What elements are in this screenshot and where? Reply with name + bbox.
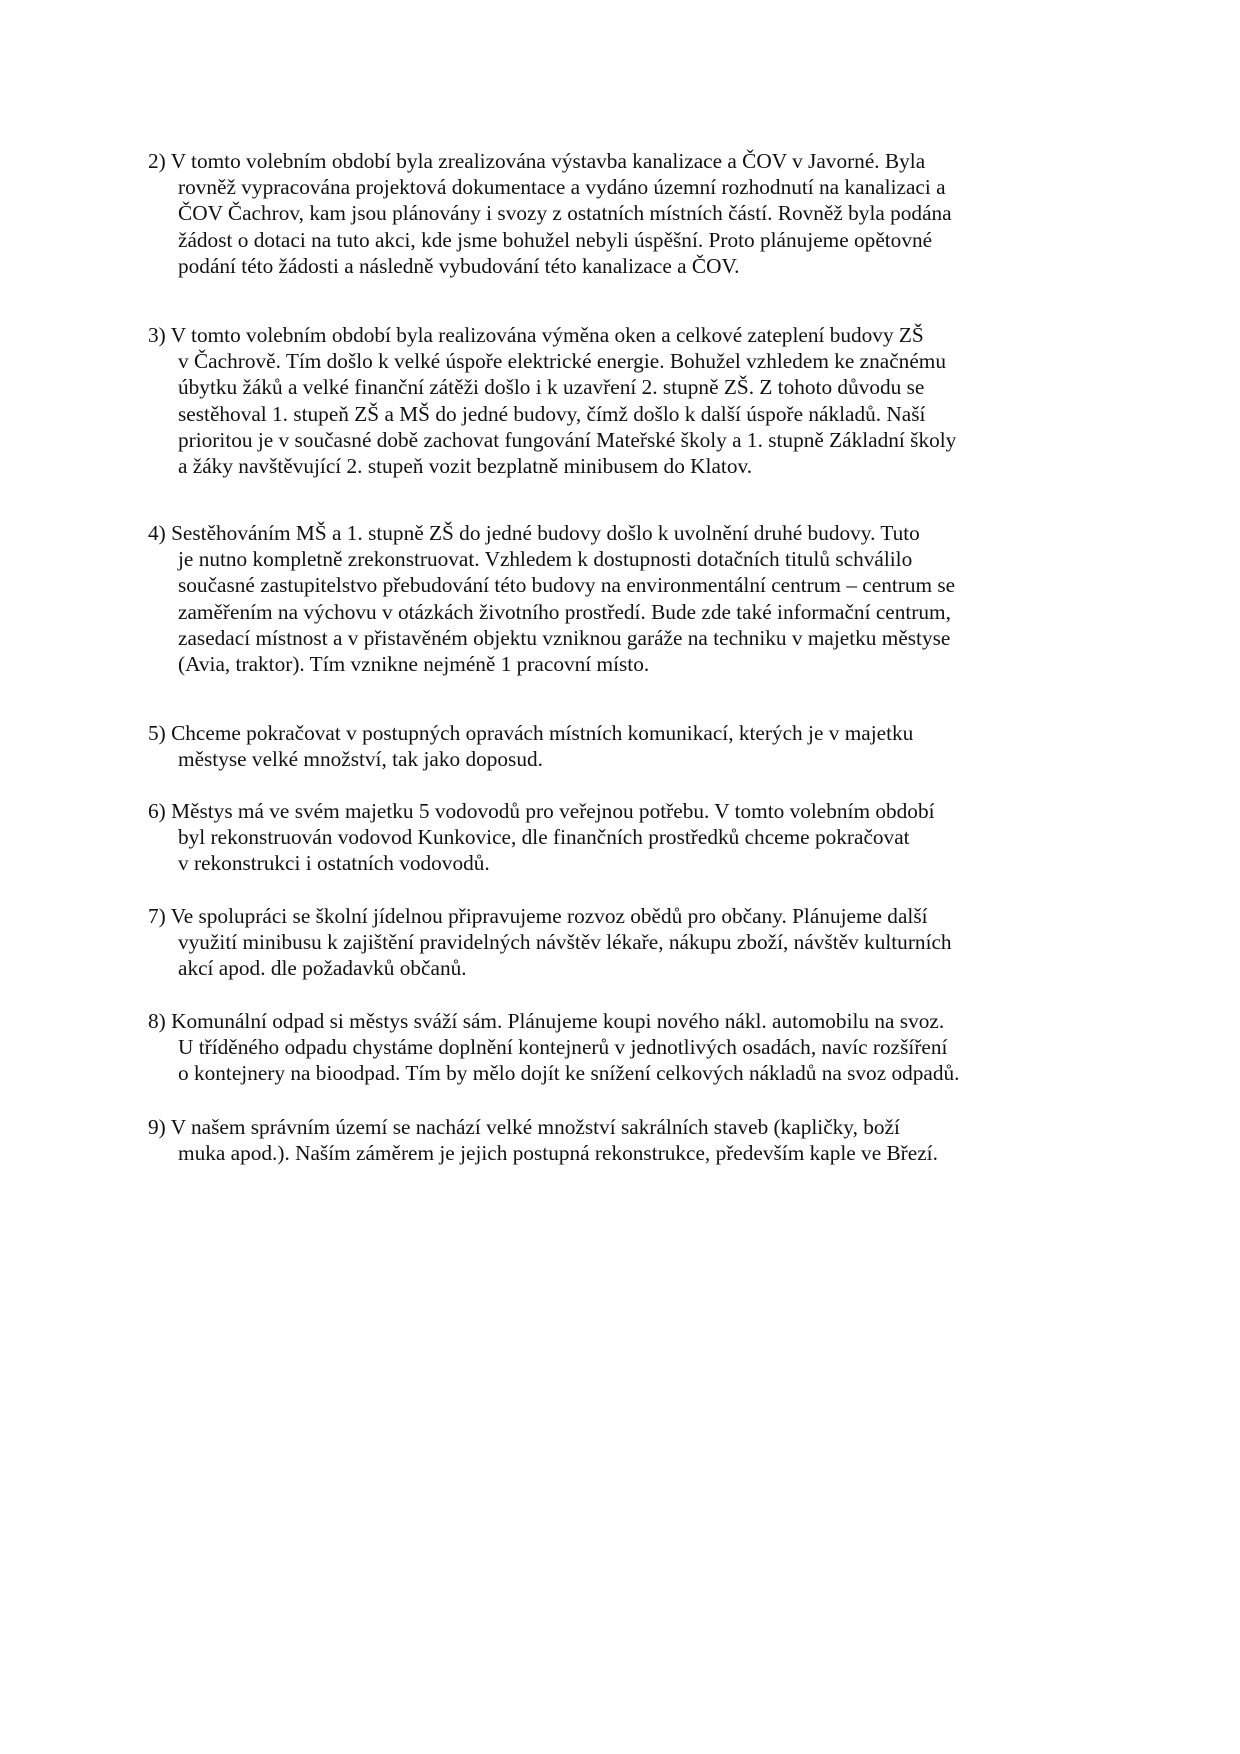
- item-line: 4) Sestěhováním MŠ a 1. stupně ZŠ do jedné budovy došlo k uvolnění druhé budovy. Tuto: [148, 521, 920, 545]
- item-line: v rekonstrukci i ostatních vodovodů.: [178, 851, 490, 876]
- item-line: zaměřením na výchovu v otázkách životního prostředí. Bude zde také informační centrum,: [178, 599, 951, 624]
- list-item-8: [148, 1008, 1108, 1087]
- item-line: 2) V tomto volebním období byla zrealizována výstavba kanalizace a ČOV v Javorné. Byla: [148, 149, 926, 173]
- item-line: úbytku žáků a velké finanční zátěži došlo i k uzavření 2. stupně ZŠ. Z tohoto důvodu se: [178, 375, 925, 400]
- item-line: 6) Městys má ve svém majetku 5 vodovodů pro veřejnou potřebu. V tomto volebním období: [148, 799, 935, 823]
- item-number: 9): [148, 1115, 166, 1139]
- item-line: je nutno kompletně zrekonstruovat. Vzhledem k dostupnosti dotačních titulů schválilo: [178, 547, 913, 572]
- list-item-9: [148, 1114, 1108, 1166]
- item-line: byl rekonstruován vodovod Kunkovice, dle finančních prostředků chceme pokračovat: [178, 825, 910, 850]
- item-number: 5): [148, 721, 166, 745]
- item-line: v Čachrově. Tím došlo k velké úspoře elektrické energie. Bohužel vzhledem ke značnému: [178, 349, 946, 374]
- item-line: současné zastupitelstvo přebudování této budovy na environmentální centrum – centrum se: [178, 573, 956, 598]
- item-line: 8) Komunální odpad si městys sváží sám. Plánujeme koupi nového nákl. automobilu na svoz.: [148, 1009, 945, 1033]
- item-line: žádost o dotaci na tuto akci, kde jsme bohužel nebyli úspěšní. Proto plánujeme opětovné: [178, 227, 933, 252]
- item-line: 5) Chceme pokračovat v postupných opravách místních komunikací, kterých je v majetku: [148, 721, 914, 745]
- item-line: sestěhoval 1. stupeň ZŠ a MŠ do jedné budovy, čímž došlo k další úspoře nákladů. Naší: [178, 401, 926, 426]
- item-line: zasedací místnost a v přistavěném objektu vzniknou garáže na techniku v majetku městyse: [178, 625, 951, 650]
- item-number: 3): [148, 323, 166, 347]
- item-line: 9) V našem správním území se nachází velké množství sakrálních staveb (kapličky, boží: [148, 1115, 900, 1139]
- item-number: 2): [148, 149, 166, 173]
- item-number: 6): [148, 799, 166, 823]
- item-line: rovněž vypracována projektová dokumentace a vydáno územní rozhodnutí na kanalizaci a: [178, 175, 946, 200]
- list-item-4: [148, 520, 1108, 677]
- list-item-7: [148, 903, 1108, 982]
- list-item-2: [148, 148, 1108, 279]
- item-number: 7): [148, 904, 166, 928]
- item-line: 3) V tomto volebním období byla realizována výměna oken a celkové zateplení budovy ZŠ: [148, 323, 924, 347]
- item-line: využití minibusu k zajištění pravidelných návštěv lékaře, nákupu zboží, návštěv kulturních: [178, 930, 952, 955]
- item-line: o kontejnery na bioodpad. Tím by mělo dojít ke snížení celkových nákladů na svoz odpadů.: [178, 1061, 960, 1086]
- item-line: a žáky navštěvující 2. stupeň vozit bezplatně minibusem do Klatov.: [178, 453, 753, 478]
- list-item-6: [148, 798, 1108, 877]
- item-line: (Avia, traktor). Tím vznikne nejméně 1 pracovní místo.: [178, 651, 650, 676]
- list-item-5: [148, 720, 1108, 772]
- item-line: U tříděného odpadu chystáme doplnění kontejnerů v jednotlivých osadách, navíc rozšíření: [178, 1035, 948, 1060]
- item-line: podání této žádosti a následně vybudování této kanalizace a ČOV.: [178, 253, 740, 278]
- item-line: prioritou je v současné době zachovat fungování Mateřské školy a 1. stupně Základní školy: [178, 427, 957, 452]
- item-line: muka apod.). Naším záměrem je jejich postupná rekonstrukce, především kaple ve Březí.: [178, 1141, 938, 1166]
- item-line: ČOV Čachrov, kam jsou plánovány i svozy z ostatních místních částí. Rovněž byla podána: [178, 201, 952, 226]
- item-number: 8): [148, 1009, 166, 1033]
- list-item-3: [148, 322, 1108, 479]
- item-line: akcí apod. dle požadavků občanů.: [178, 956, 467, 981]
- item-line: 7) Ve spolupráci se školní jídelnou připravujeme rozvoz obědů pro občany. Plánujeme další: [148, 904, 928, 928]
- item-line: městyse velké množství, tak jako doposud.: [178, 747, 543, 772]
- item-number: 4): [148, 521, 166, 545]
